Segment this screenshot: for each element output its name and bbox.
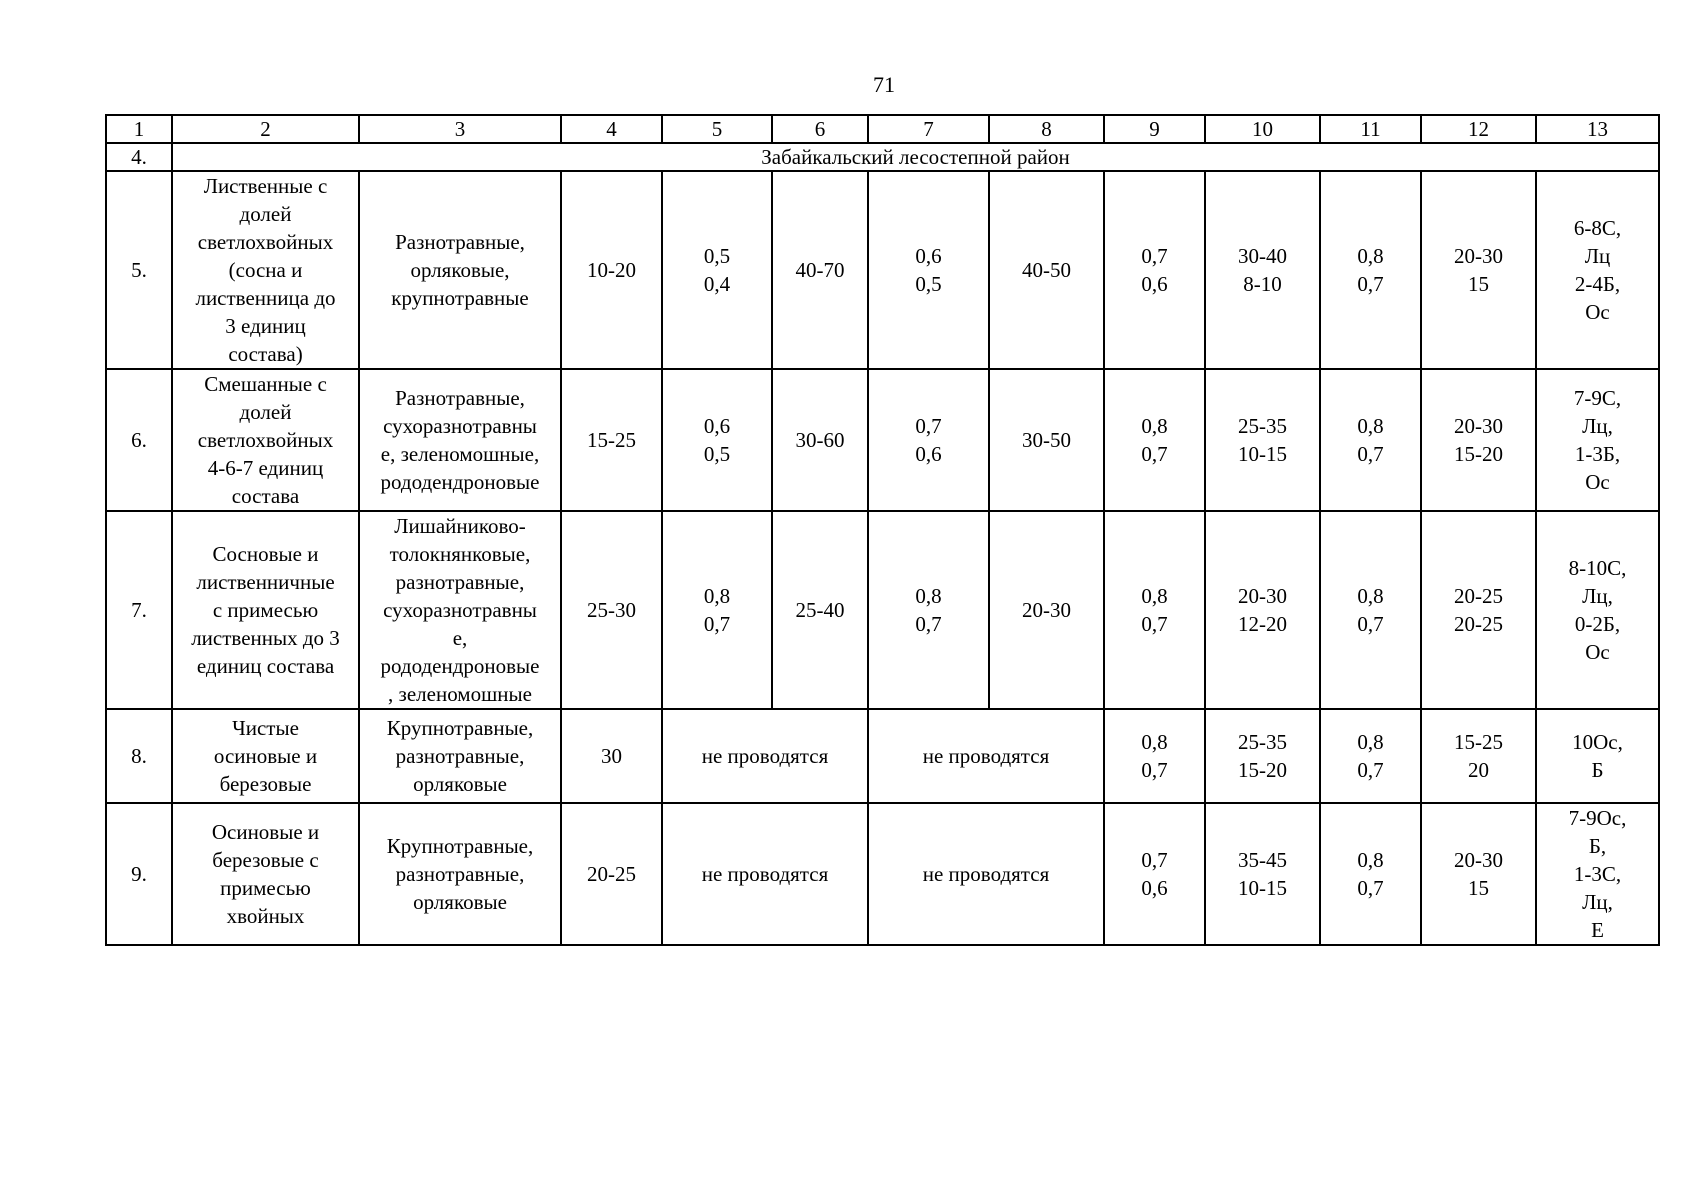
stand-composition-cell: Чистые осиновые и березовые: [172, 709, 359, 803]
stand-composition-cell: Смешанные с долей светлохвойных 4-6-7 единиц состава: [172, 369, 359, 511]
target-composition-cell: 7-9Ос, Б, 1-3С, Лц, Е: [1536, 803, 1659, 945]
table-cell: 20-25: [561, 803, 662, 945]
not-conducted-cell: не проводятся: [662, 709, 868, 803]
table-cell: 40-70: [772, 171, 868, 369]
table-cell: 30-50: [989, 369, 1104, 511]
column-number: 11: [1320, 115, 1421, 143]
column-number: 8: [989, 115, 1104, 143]
table-row: [106, 709, 1659, 803]
row-number: 9.: [106, 803, 172, 945]
not-conducted-cell: не проводятся: [662, 803, 868, 945]
target-composition-cell: 6-8С, Лц 2-4Б, Ос: [1536, 171, 1659, 369]
row-number: 8.: [106, 709, 172, 803]
column-number: 3: [359, 115, 561, 143]
table-cell: 20-30 15: [1421, 803, 1536, 945]
column-number: 2: [172, 115, 359, 143]
forest-type-cell: Крупнотравные, разнотравные, орляковые: [359, 709, 561, 803]
forest-type-cell: Крупнотравные, разнотравные, орляковые: [359, 803, 561, 945]
table-cell: 20-30 15-20: [1421, 369, 1536, 511]
target-composition-cell: 8-10С, Лц, 0-2Б, Ос: [1536, 511, 1659, 709]
column-number: 12: [1421, 115, 1536, 143]
table-row: [106, 803, 1659, 945]
table-cell: 0,7 0,6: [868, 369, 989, 511]
table-cell: 20-30 12-20: [1205, 511, 1320, 709]
section-number: 4.: [106, 143, 172, 171]
table-cell: 0,8 0,7: [1320, 511, 1421, 709]
table-cell: 0,8 0,7: [868, 511, 989, 709]
forest-type-cell: Разнотравные, сухоразнотравны е, зеленомошные, рододендроновые: [359, 369, 561, 511]
forestry-table: [105, 114, 1660, 946]
section-row: [106, 143, 1659, 171]
column-number: 5: [662, 115, 772, 143]
not-conducted-cell: не проводятся: [868, 803, 1104, 945]
table-cell: 25-40: [772, 511, 868, 709]
table-cell: 30-60: [772, 369, 868, 511]
table-cell: 0,8 0,7: [1320, 171, 1421, 369]
table-cell: 0,8 0,7: [662, 511, 772, 709]
forest-type-cell: Лишайниково- толокнянковые, разнотравные, сухоразнотравны е, рододендроновые , зеленомошные: [359, 511, 561, 709]
forest-type-cell: Разнотравные, орляковые, крупнотравные: [359, 171, 561, 369]
table-cell: 20-30: [989, 511, 1104, 709]
column-number-row: [106, 115, 1659, 143]
column-number: 10: [1205, 115, 1320, 143]
table-cell: 25-35 10-15: [1205, 369, 1320, 511]
table-cell: 0,8 0,7: [1320, 803, 1421, 945]
table-cell: 40-50: [989, 171, 1104, 369]
row-number: 5.: [106, 171, 172, 369]
table-cell: 0,5 0,4: [662, 171, 772, 369]
column-number: 7: [868, 115, 989, 143]
table-cell: 0,6 0,5: [868, 171, 989, 369]
table-cell: 0,8 0,7: [1104, 511, 1205, 709]
stand-composition-cell: Сосновые и лиственничные с примесью лиственных до 3 единиц состава: [172, 511, 359, 709]
page-number: 71: [873, 72, 895, 97]
table-cell: 15-25: [561, 369, 662, 511]
table-cell: 35-45 10-15: [1205, 803, 1320, 945]
table-row: [106, 511, 1659, 709]
table-cell: 30: [561, 709, 662, 803]
target-composition-cell: 7-9С, Лц, 1-3Б, Ос: [1536, 369, 1659, 511]
stand-composition-cell: Осиновые и березовые с примесью хвойных: [172, 803, 359, 945]
table-cell: 0,8 0,7: [1320, 369, 1421, 511]
table-cell: 20-30 15: [1421, 171, 1536, 369]
table-cell: 25-35 15-20: [1205, 709, 1320, 803]
table-cell: 30-40 8-10: [1205, 171, 1320, 369]
column-number: 4: [561, 115, 662, 143]
table-cell: 25-30: [561, 511, 662, 709]
stand-composition-cell: Лиственные с долей светлохвойных (сосна и лиственница до 3 единиц состава): [172, 171, 359, 369]
column-number: 9: [1104, 115, 1205, 143]
table-cell: 0,7 0,6: [1104, 803, 1205, 945]
table-cell: 20-25 20-25: [1421, 511, 1536, 709]
table-cell: 0,7 0,6: [1104, 171, 1205, 369]
table-cell: 0,8 0,7: [1104, 369, 1205, 511]
row-number: 6.: [106, 369, 172, 511]
column-number: 13: [1536, 115, 1659, 143]
table-row: [106, 171, 1659, 369]
table-cell: 0,8 0,7: [1320, 709, 1421, 803]
table-cell: 0,8 0,7: [1104, 709, 1205, 803]
column-number: 1: [106, 115, 172, 143]
row-number: 7.: [106, 511, 172, 709]
section-title: Забайкальский лесостепной район: [172, 143, 1659, 171]
not-conducted-cell: не проводятся: [868, 709, 1104, 803]
table-cell: 0,6 0,5: [662, 369, 772, 511]
target-composition-cell: 10Ос, Б: [1536, 709, 1659, 803]
table-row: [106, 369, 1659, 511]
column-number: 6: [772, 115, 868, 143]
table-cell: 15-25 20: [1421, 709, 1536, 803]
table-cell: 10-20: [561, 171, 662, 369]
